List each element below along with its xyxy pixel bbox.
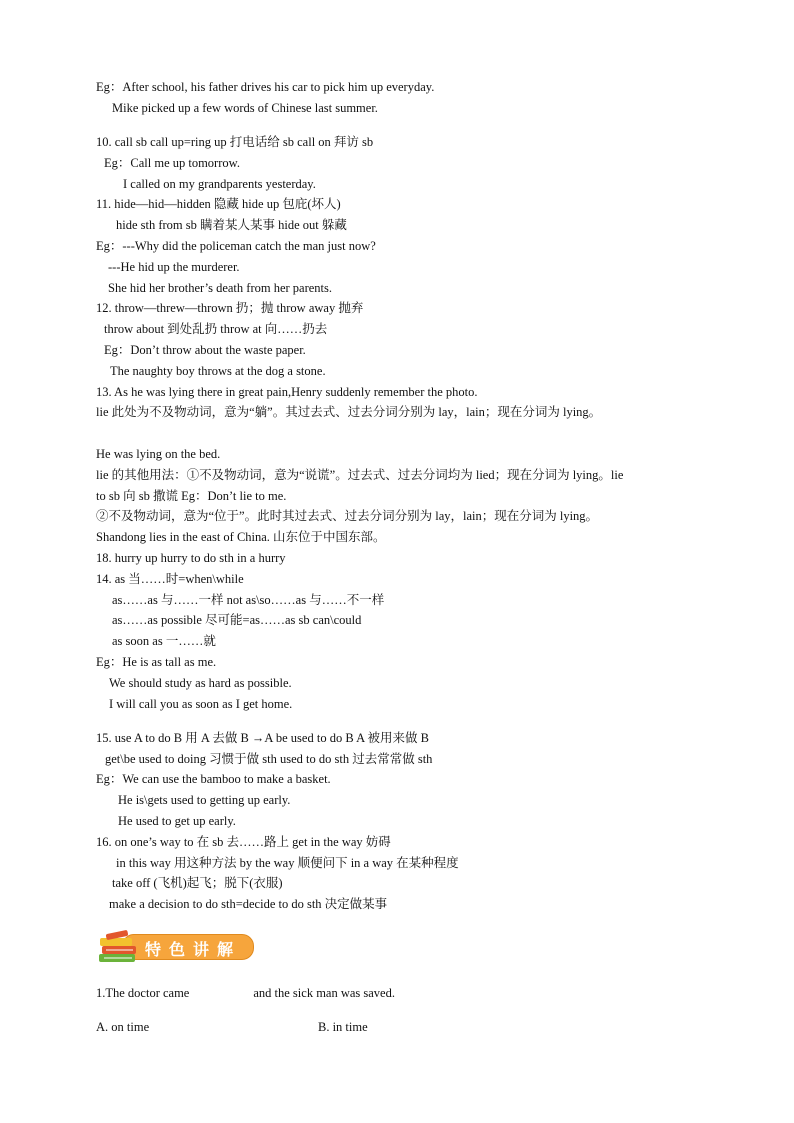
section-badge-label: 特色讲解	[145, 940, 242, 959]
question-stem	[96, 985, 395, 1001]
question-stem-before: 1.The doctor came	[96, 986, 190, 1000]
text-line: Eg：Don’t throw about the waste paper.	[104, 343, 306, 357]
text-line: as soon as 一……就	[112, 634, 216, 648]
text-line: Eg：Call me up tomorrow.	[104, 156, 240, 170]
text-line: as……as 与……一样 not as\so……as 与……不一样	[112, 593, 385, 607]
text-line: hide sth from sb 瞒着某人某事 hide out 躲藏	[116, 218, 347, 232]
section-badge	[96, 928, 256, 968]
text-line: get\be used to doing 习惯于做 sth used to do sth 过去常常做 sth	[105, 752, 433, 766]
text-line: She hid her brother’s death from her parents.	[108, 281, 333, 295]
text-line: Eg：---Why did the policeman catch the man just now?	[96, 239, 376, 253]
text-line: as……as possible 尽可能=as……as sb can\could	[112, 613, 362, 627]
text-line: 16. on one’s way to 在 sb 去……路上 get in the way 妨碍	[96, 835, 391, 849]
text-line: 15. use A to do B 用 A 去做 B →A be used to do B A 被用来做 B	[96, 731, 430, 745]
option-b: B. in time	[318, 1020, 368, 1034]
text-line: 11. hide—hid—hidden 隐藏 hide up 包庇(坏人)	[96, 197, 341, 211]
option-a: A. on time	[96, 1020, 150, 1034]
text-line: ②不及物动词，意为“位于”。此时其过去式、过去分词分别为 lay，lain；现在分词为 lying。	[96, 509, 599, 523]
text-line: I will call you as soon as I get home.	[109, 697, 293, 711]
text-line: 14. as 当……时=when\while	[96, 572, 244, 586]
text-line: throw about 到处乱扔 throw at 向……扔去	[104, 322, 328, 336]
text-line: Eg：We can use the bamboo to make a basket.	[96, 772, 331, 786]
text-line: 12. throw—threw—thrown 扔；抛 throw away 抛弃	[96, 301, 364, 315]
text-line: make a decision to do sth=decide to do sth 决定做某事	[109, 897, 388, 911]
text-line: Eg：He is as tall as me.	[96, 655, 217, 669]
text-line: The naughty boy throws at the dog a stone.	[110, 364, 326, 378]
text-line: Eg：After school, his father drives his car to pick him up everyday.	[96, 80, 435, 94]
text-line: We should study as hard as possible.	[109, 676, 292, 690]
books-icon	[96, 928, 142, 968]
text-line: Shandong lies in the east of China. 山东位于中国东部。	[96, 530, 386, 544]
question-stem-after: and the sick man was saved.	[253, 986, 395, 1000]
text-line: in this way 用这种方法 by the way 顺便问下 in a way 在某种程度	[116, 856, 459, 870]
text-line: to sb 向 sb 撒谎 Eg：Don’t lie to me.	[96, 489, 287, 503]
text-line: I called on my grandparents yesterday.	[123, 177, 316, 191]
text-line: 10. call sb call up=ring up 打电话给 sb call on 拜访 sb	[96, 135, 374, 149]
text-line: lie 此处为不及物动词，意为“躺”。其过去式、过去分词分别为 lay，lain；现在分词为 lying。	[96, 405, 602, 419]
text-line: 13. As he was lying there in great pain,Henry suddenly remember the photo.	[96, 385, 478, 399]
text-line: Mike picked up a few words of Chinese last summer.	[112, 101, 378, 115]
text-line: lie 的其他用法：①不及物动词，意为“说谎”。过去式、过去分词均为 lied；现在分词为 lying。lie	[96, 468, 624, 482]
text-line: He was lying on the bed.	[96, 447, 221, 461]
text-line: ---He hid up the murderer.	[108, 260, 240, 274]
text-line: He is\gets used to getting up early.	[118, 793, 291, 807]
text-line: He used to get up early.	[118, 814, 236, 828]
text-line: 18. hurry up hurry to do sth in a hurry	[96, 551, 286, 565]
text-line: take off (飞机)起飞；脱下(衣服)	[112, 876, 283, 890]
